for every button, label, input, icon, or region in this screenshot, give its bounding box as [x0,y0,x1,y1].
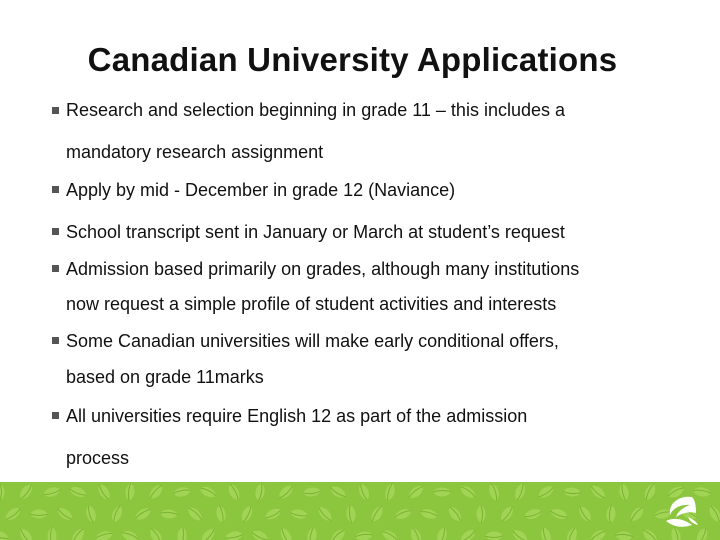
leaf-motif [17,482,35,502]
leaf-motif [510,527,530,540]
leaf-motif [435,526,448,540]
leaf-motif [17,526,35,540]
leaf-motif [289,508,308,520]
leaf-motif [68,485,88,500]
bullet-square-icon [52,412,59,419]
leaf-motif [215,504,227,523]
leaf-motif [133,505,153,522]
leaf-motif [628,504,647,523]
leaf-motif [536,483,556,500]
leaf-motif [185,505,204,524]
leaf-motif [42,485,62,499]
leaf-motif [278,526,294,540]
leaf-motif [433,487,451,496]
leaf-motif [69,526,87,540]
leaf-motif [0,529,10,540]
leaf-motif [487,482,501,502]
leaf-motif [110,504,125,524]
bullet-square-icon [52,265,59,272]
leaf-motif [707,504,720,524]
leaf-motif [306,526,318,540]
leaf-motif [419,507,439,520]
leaf-motif [446,504,464,524]
leaf-motif [328,527,347,540]
leaf-motif [408,526,423,540]
leaf-motif [120,529,140,540]
leaf-motif [250,528,270,540]
leaf-motif [565,526,580,540]
leaf-motif [588,483,607,502]
leaf-motif [94,529,114,540]
bullet-square-icon [52,337,59,344]
leaf-motif [172,486,191,498]
leaf-motif [458,527,478,540]
leaf-motif [55,505,75,523]
leaf-motif [199,526,218,540]
bullet-text-line: Some Canadian universities will make early conditional offers, [66,331,559,351]
bullet-square-icon [52,186,59,193]
bullet-text-line: based on grade 11marks [66,367,264,387]
leaf-motif [239,504,255,524]
leaf-motif [303,487,322,498]
leaf-motif [328,484,348,501]
leaf-motif [383,482,396,502]
leaf-motif [48,527,57,540]
bullet-square-icon [52,107,59,114]
leaf-motif [0,483,5,501]
leaf-motif [498,504,516,524]
leaf-motif [606,505,616,524]
leaf-motif [355,531,374,540]
bullet-text-line: mandatory research assignment [66,142,324,162]
leaf-motif [276,483,295,502]
leaf-motif [618,482,631,501]
leaf-motif [125,483,136,502]
leaf-motif [393,506,413,521]
leaf-motif [84,504,98,524]
leaf-motif [369,504,386,524]
leaf-motif [147,526,164,540]
bullet-text-line: now request a simple profile of student activities and interests [66,294,557,314]
leaf-motif [640,527,659,540]
leaf-motif [346,505,357,524]
leaf-motif [485,531,503,540]
leaf-motif [576,504,593,524]
leaf-motif [458,483,478,501]
leaf-motif [476,505,485,523]
leaf-motif [226,482,242,502]
leaf-motif [254,482,266,501]
leaf-motif [563,487,582,497]
bullet-text-line: Admission based primarily on grades, although many institutions [66,259,580,279]
leaf-motif [513,482,528,502]
leaf-motif [523,507,543,521]
leaf-motif [642,482,658,502]
bullet-text-line: Research and selection beginning in grade 11 – this includes a [66,100,565,120]
leaf-motif [380,528,400,540]
leaf-motif [588,527,608,540]
slide-title: Canadian University Applications [87,41,618,78]
leaf-motif [147,482,166,501]
leaf-motif [198,484,218,500]
leaf-motif [263,506,283,522]
bullet-text-line: All universities require English 12 as part of the admission [66,406,528,426]
footer-leaf-band [0,482,720,540]
leaf-motif [549,507,569,522]
leaf-swirl-logo-icon [658,487,706,535]
bullet-square-icon [52,228,59,235]
leaf-motif [356,482,371,502]
leaf-pattern [0,482,720,540]
leaf-motif [316,504,335,523]
bullet-text-line: process [66,448,130,468]
leaf-motif [95,482,112,502]
leaf-motif [3,505,23,523]
leaf-motif [177,527,188,540]
leaf-motif [30,510,48,519]
leaf-motif [615,531,634,540]
leaf-motif [224,530,243,540]
leaf-motif [160,509,179,520]
bullet-text-line: Apply by mid - December in grade 12 (Naviance) [66,180,456,200]
bullet-text-line: School transcript sent in January or March at student’s request [66,222,565,242]
leaf-motif [539,526,553,540]
leaf-motif [406,483,426,501]
